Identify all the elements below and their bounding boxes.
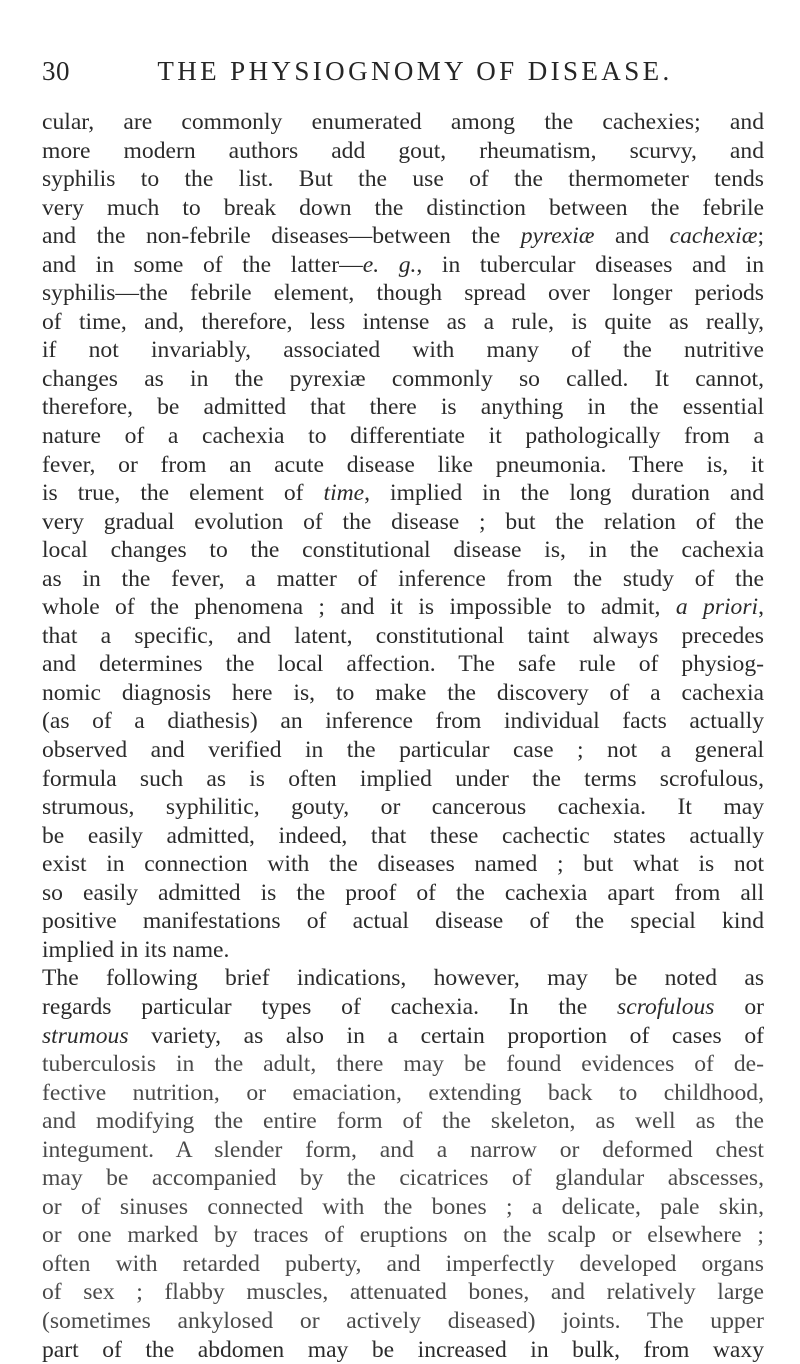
- text-line: and modifying the entire form of the skeleton, as well as the: [42, 1108, 764, 1135]
- text-line: and determines the local affection. The safe rule of physiog-: [42, 651, 764, 678]
- text-line: strumous, syphilitic, gouty, or cancerous cachexia. It may: [42, 794, 764, 821]
- text-line: regards particular types of cachexia. In the scrofulous or: [42, 993, 764, 1020]
- text-line: implied in its name.: [42, 936, 230, 963]
- text-line: often with retarded puberty, and imperfectly developed organs: [42, 1250, 764, 1277]
- text-line: exist in connection with the diseases named ; but what is not: [42, 851, 764, 878]
- text-line: or one marked by traces of eruptions on the scalp or elsewhere ;: [42, 1222, 764, 1249]
- italic-term: pyrexiæ: [520, 223, 595, 250]
- text-line: cular, are commonly enumerated among the cachexies; and: [42, 109, 764, 135]
- text-line: as in the fever, a matter of inference from the study of the: [42, 565, 764, 592]
- italic-term: time: [323, 480, 365, 507]
- page-number: 30: [42, 56, 70, 86]
- italic-term: strumous: [42, 1022, 129, 1049]
- italic-term: a priori: [675, 594, 759, 621]
- text-line: if not invariably, associated with many of the nutritive: [42, 337, 764, 364]
- italic-term: cachexiæ: [669, 223, 758, 250]
- text-line: The following brief indications, however, may be noted as: [42, 965, 764, 992]
- text-line: (sometimes ankylosed or actively diseased) joints. The upper: [42, 1307, 764, 1334]
- text-line: whole of the phenomena ; and it is impossible to admit, a priori,: [42, 594, 764, 621]
- text-line: fever, or from an acute disease like pneumonia. There is, it: [42, 451, 764, 478]
- text-line: formula such as is often implied under the terms scrofulous,: [42, 765, 764, 792]
- text-line: integument. A slender form, and a narrow or deformed chest: [42, 1136, 764, 1163]
- text-line: and in some of the latter—e. g., in tubercular diseases and in: [42, 251, 764, 278]
- text-line: and the non-febrile diseases—between the pyrexiæ and cachexiæ;: [42, 223, 764, 250]
- text-line: positive manifestations of actual disease of the special kind: [42, 908, 764, 935]
- italic-term: scrofulous: [617, 993, 715, 1020]
- running-head: [42, 56, 760, 92]
- text-line: or of sinuses connected with the bones ; a delicate, pale skin,: [42, 1193, 764, 1220]
- body-text: [42, 108, 764, 1364]
- text-line: very much to break down the distinction between the febrile: [42, 194, 764, 221]
- text-line: very gradual evolution of the disease ; but the relation of the: [42, 508, 764, 535]
- text-line: be easily admitted, indeed, that these cachectic states actually: [42, 822, 764, 849]
- text-line: changes as in the pyrexiæ commonly so called. It cannot,: [42, 365, 764, 392]
- text-line: of sex ; flabby muscles, attenuated bones, and relatively large: [42, 1279, 764, 1306]
- text-line: syphilis to the list. But the use of the thermometer tends: [42, 166, 764, 193]
- text-line: nature of a cachexia to differentiate it pathologically from a: [42, 423, 764, 450]
- italic-term: e. g.: [362, 251, 417, 278]
- text-line: part of the abdomen may be increased in bulk, from waxy: [42, 1336, 764, 1363]
- text-line: that a specific, and latent, constitutional taint always precedes: [42, 622, 764, 649]
- text-line: local changes to the constitutional disease is, in the cachexia: [42, 537, 764, 564]
- text-line: tuberculosis in the adult, there may be found evidences of de-: [42, 1051, 764, 1078]
- text-line: syphilis—the febrile element, though spread over longer periods: [42, 280, 764, 307]
- text-line: observed and verified in the particular case ; not a general: [42, 737, 764, 764]
- text-line: is true, the element of time, implied in the long duration and: [42, 480, 764, 507]
- text-line: therefore, be admitted that there is anything in the essential: [42, 394, 764, 421]
- text-line: more modern authors add gout, rheumatism, scurvy, and: [42, 137, 764, 164]
- text-line: strumous variety, as also in a certain proportion of cases of: [42, 1022, 764, 1049]
- text-line: of time, and, therefore, less intense as a rule, is quite as really,: [42, 308, 764, 335]
- text-line: (as of a diathesis) an inference from individual facts actually: [42, 708, 764, 735]
- text-line: nomic diagnosis here is, to make the discovery of a cachexia: [42, 679, 764, 706]
- running-title: THE PHYSIOGNOMY OF DISEASE.: [157, 56, 673, 86]
- text-line: so easily admitted is the proof of the cachexia apart from all: [42, 879, 764, 906]
- text-line: may be accompanied by the cicatrices of glandular abscesses,: [42, 1165, 764, 1192]
- text-line: fective nutrition, or emaciation, extending back to childhood,: [42, 1079, 764, 1106]
